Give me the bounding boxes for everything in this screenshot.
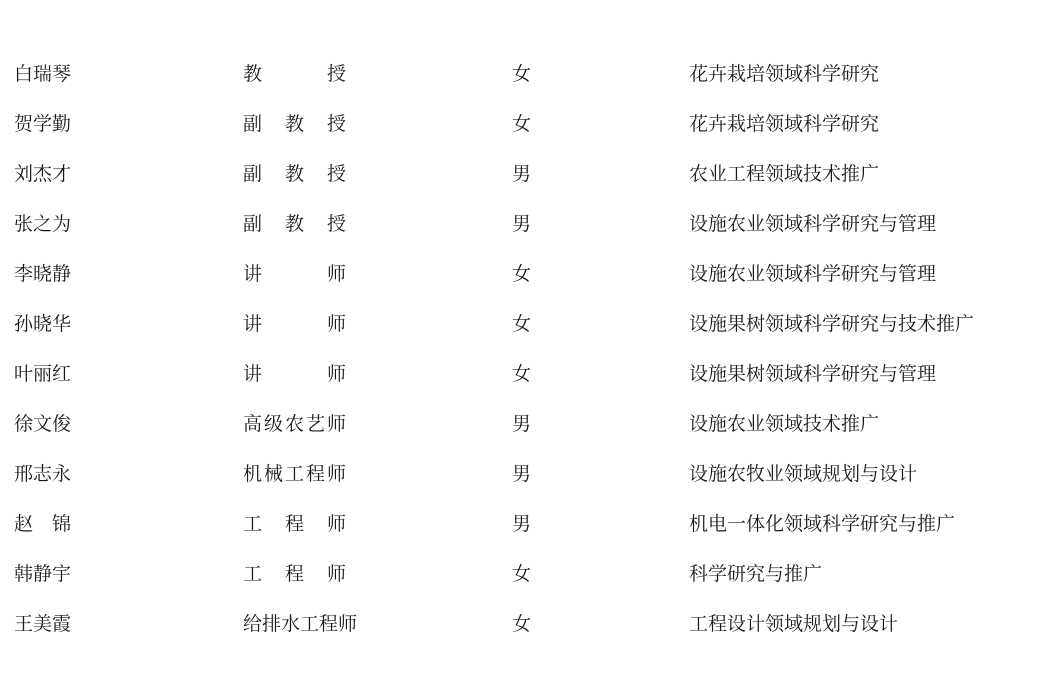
name-cell: 徐文俊 <box>14 413 72 435</box>
name-cell: 邢志永 <box>14 463 72 485</box>
field-cell: 科学研究与推广 <box>689 563 823 585</box>
table-row <box>0 549 1059 599</box>
table-row <box>0 149 1059 199</box>
title-cell <box>243 49 512 99</box>
title-cell <box>243 249 512 299</box>
title-cell <box>243 149 512 199</box>
table-row <box>0 99 1059 149</box>
title-cell <box>243 99 512 149</box>
title-text: 讲师 <box>243 363 346 385</box>
gender-cell: 男 <box>512 213 532 235</box>
name-cell: 王美霞 <box>14 613 72 635</box>
field-cell: 花卉栽培领域科学研究 <box>689 113 880 135</box>
gender-cell: 女 <box>512 263 532 285</box>
title-cell <box>243 199 512 249</box>
gender-cell: 男 <box>512 163 532 185</box>
title-cell <box>243 599 512 649</box>
name-cell: 叶丽红 <box>14 363 72 385</box>
table-row <box>0 499 1059 549</box>
name-cell: 白瑞琴 <box>14 63 72 85</box>
field-cell: 设施果树领域科学研究与管理 <box>689 363 937 385</box>
field-cell: 设施农业领域科学研究与管理 <box>689 263 937 285</box>
title-text: 高级农艺师 <box>243 413 346 435</box>
gender-cell: 女 <box>512 63 532 85</box>
gender-cell: 女 <box>512 363 532 385</box>
title-cell <box>243 449 512 499</box>
table-row <box>0 349 1059 399</box>
title-text: 教授 <box>243 63 346 85</box>
gender-cell: 男 <box>512 513 532 535</box>
name-cell: 张之为 <box>14 213 72 235</box>
field-cell: 设施果树领域科学研究与技术推广 <box>689 313 975 335</box>
title-text: 讲师 <box>243 263 346 285</box>
table-row <box>0 449 1059 499</box>
staff-table-body <box>0 49 1059 649</box>
gender-cell: 女 <box>512 313 532 335</box>
table-row <box>0 599 1059 649</box>
gender-cell: 女 <box>512 563 532 585</box>
title-text: 机械工程师 <box>243 463 346 485</box>
title-text: 副教授 <box>243 113 346 135</box>
table-row <box>0 199 1059 249</box>
gender-cell: 男 <box>512 413 532 435</box>
title-text: 讲师 <box>243 313 346 335</box>
table-row <box>0 49 1059 99</box>
title-text: 副教授 <box>243 213 346 235</box>
title-cell <box>243 349 512 399</box>
table-row <box>0 299 1059 349</box>
field-cell: 工程设计领域规划与设计 <box>689 613 899 635</box>
title-text: 工程师 <box>243 563 346 585</box>
gender-cell: 女 <box>512 613 532 635</box>
field-cell: 花卉栽培领域科学研究 <box>689 63 880 85</box>
name-cell: 赵 锦 <box>14 513 72 535</box>
field-cell: 设施农业领域科学研究与管理 <box>689 213 937 235</box>
table-row <box>0 399 1059 449</box>
title-cell <box>243 299 512 349</box>
field-cell: 农业工程领域技术推广 <box>689 163 880 185</box>
name-cell: 刘杰才 <box>14 163 72 185</box>
gender-cell: 女 <box>512 113 532 135</box>
name-cell: 孙晓华 <box>14 313 72 335</box>
name-cell: 韩静宇 <box>14 563 72 585</box>
table-row <box>0 249 1059 299</box>
title-cell <box>243 399 512 449</box>
name-cell: 李晓静 <box>14 263 72 285</box>
gender-cell: 男 <box>512 463 532 485</box>
title-text: 工程师 <box>243 513 346 535</box>
field-cell: 机电一体化领域科学研究与推广 <box>689 513 956 535</box>
title-cell <box>243 499 512 549</box>
title-text: 副教授 <box>243 163 346 185</box>
field-cell: 设施农业领域技术推广 <box>689 413 880 435</box>
title-cell <box>243 549 512 599</box>
title-text: 给排水工程师 <box>243 613 358 635</box>
staff-table <box>0 49 1059 649</box>
name-cell: 贺学勤 <box>14 113 72 135</box>
field-cell: 设施农牧业领域规划与设计 <box>689 463 918 485</box>
